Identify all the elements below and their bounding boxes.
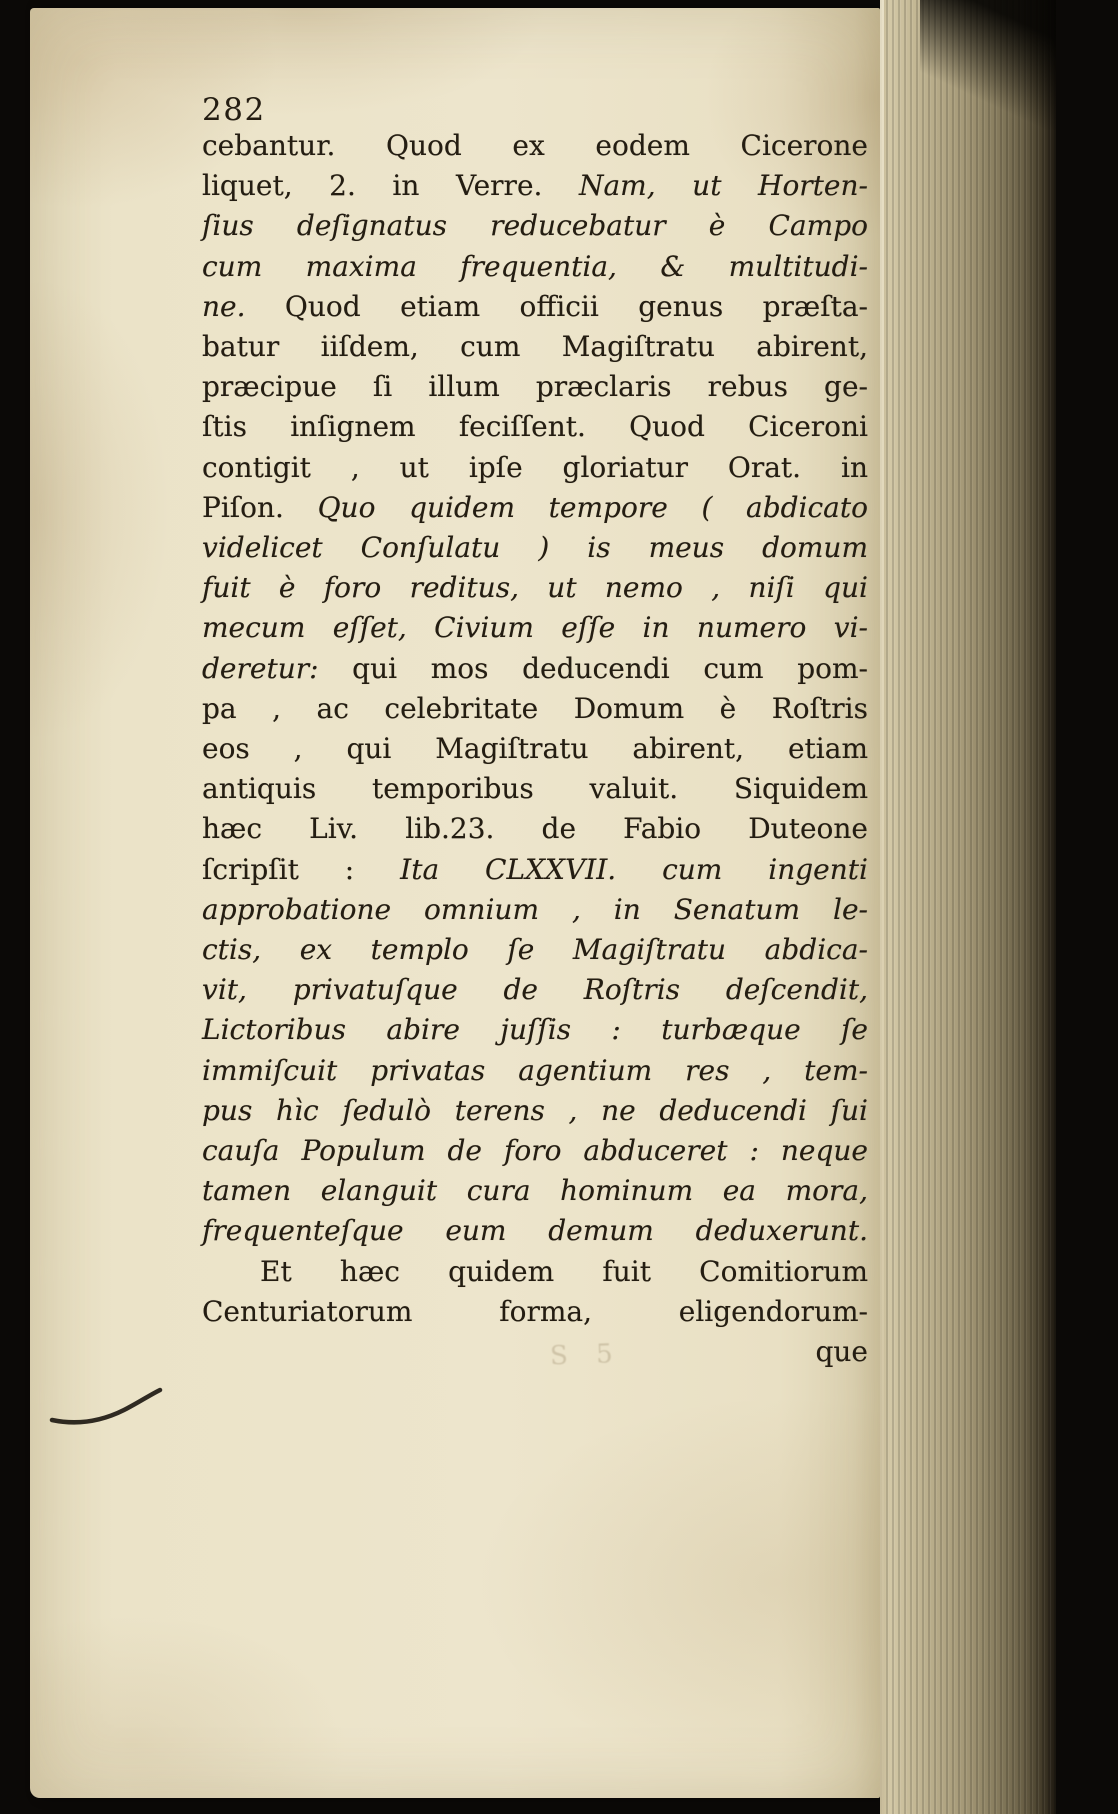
text-segment: fuit è foro reditus, ut nemo , niſi qui xyxy=(202,571,868,605)
text-segment: ctis, ex templo ſe Magiſtratu abdica- xyxy=(202,933,868,967)
text-segment: pa , ac celebritate Domum è Roſtris xyxy=(202,691,868,725)
text-line xyxy=(202,166,868,206)
text-line xyxy=(202,1292,868,1332)
text-segment: approbatione omnium , in Senatum le- xyxy=(202,892,868,926)
text-line xyxy=(202,1211,868,1251)
text-segment: mecum eſſet, Civium eſſe in numero vi- xyxy=(202,611,868,645)
pen-mark xyxy=(48,1386,168,1434)
text-line xyxy=(202,970,868,1010)
text-line xyxy=(202,206,868,246)
text-line xyxy=(202,287,868,327)
text-segment: eos , qui Magiſtratu abirent, etiam xyxy=(202,732,868,766)
text-line xyxy=(202,1051,868,1091)
text-segment: batur iiſdem, cum Magiſtratu abirent, xyxy=(202,330,868,364)
text-line xyxy=(202,649,868,689)
text-segment: videlicet Conſulatu ) is meus domum xyxy=(202,531,868,565)
text-segment: cebantur. Quod ex eodem Cicerone xyxy=(202,129,868,162)
text-segment: Et hæc quidem fuit Comitiorum xyxy=(260,1254,868,1288)
text-line xyxy=(202,528,868,568)
text-segment: Quo quidem tempore ( abdicato xyxy=(317,490,868,524)
text-segment: Ita CLXXVII. cum ingenti xyxy=(400,852,868,886)
text-line xyxy=(202,448,868,488)
text-line xyxy=(202,850,868,890)
text-segment: Centuriatorum forma, eligendorum- xyxy=(202,1294,868,1328)
text-line xyxy=(202,126,868,166)
text-segment: antiquis temporibus valuit. Siquidem xyxy=(202,772,868,806)
text-segment: Nam, ut Horten- xyxy=(578,169,868,203)
text-segment: ne. xyxy=(202,289,285,323)
text-segment: ſtis inſignem feciſſent. Quod Ciceroni xyxy=(202,410,868,444)
text-segment: Piſon. xyxy=(202,490,318,524)
text-segment: liquet, 2. in Verre. xyxy=(202,169,579,203)
text-line xyxy=(202,809,868,849)
text-segment: qui mos deducendi cum pom- xyxy=(352,651,868,685)
text-segment: pus hìc ſedulò terens , ne deducendi ſui xyxy=(202,1093,868,1127)
text-line xyxy=(202,890,868,930)
text-line xyxy=(202,568,868,608)
text-line xyxy=(202,1131,868,1171)
text-segment: que xyxy=(815,1335,868,1369)
text-line xyxy=(202,689,868,729)
text-line xyxy=(202,1252,868,1292)
text-block xyxy=(202,126,868,1372)
text-segment: contigit , ut ipſe gloriatur Orat. in xyxy=(202,450,868,484)
text-segment: frequenteſque eum demum deduxerunt. xyxy=(202,1214,868,1248)
text-segment: ſius deſignatus reducebatur è Campo xyxy=(202,209,868,243)
text-line xyxy=(202,729,868,769)
pen-mark-stroke xyxy=(52,1390,160,1422)
text-line xyxy=(202,1091,868,1131)
text-line xyxy=(202,327,868,367)
page-number: 282 xyxy=(202,92,266,128)
text-line xyxy=(202,608,868,648)
text-line xyxy=(202,488,868,528)
text-segment: vit, privatuſque de Roſtris deſcendit, xyxy=(202,973,868,1007)
text-line xyxy=(202,769,868,809)
catchword xyxy=(202,1332,868,1372)
book-fore-edge xyxy=(880,0,1056,1814)
text-segment: ſcripſit : xyxy=(202,852,401,886)
text-segment: deretur: xyxy=(202,651,353,685)
text-line xyxy=(202,367,868,407)
text-segment: Lictoribus abire juſſis : turbæque ſe xyxy=(202,1013,868,1047)
text-line xyxy=(202,1171,868,1211)
text-line xyxy=(202,1010,868,1050)
text-line xyxy=(202,247,868,287)
text-segment: Quod etiam officii genus præſta- xyxy=(284,289,868,323)
text-segment: præcipue ſi illum præclaris rebus ge- xyxy=(202,370,868,404)
page-edge-highlight xyxy=(880,0,884,1814)
text-segment: cauſa Populum de foro abduceret : neque xyxy=(202,1134,868,1168)
book-page xyxy=(30,8,880,1798)
text-line xyxy=(202,407,868,447)
text-segment: immiſcuit privatas agentium res , tem- xyxy=(202,1053,868,1087)
binding-top-shadow xyxy=(920,0,1056,130)
text-segment: tamen elanguit cura hominum ea mora, xyxy=(202,1174,868,1208)
text-segment: hæc Liv. lib.23. de Fabio Duteone xyxy=(202,812,868,846)
show-through-mark: S 5 xyxy=(549,1338,624,1372)
text-segment: cum maxima frequentia, & multitudi- xyxy=(202,249,868,283)
text-line xyxy=(202,930,868,970)
